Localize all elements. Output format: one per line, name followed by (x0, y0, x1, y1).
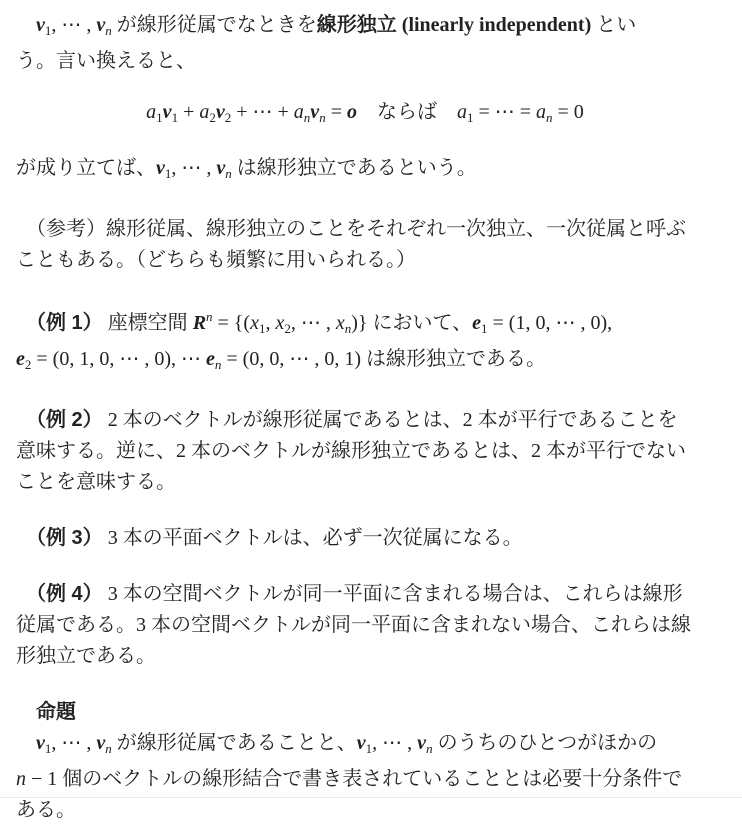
text-run: （例 3） (36, 527, 103, 549)
text-line (16, 301, 714, 344)
text-run: − 1 個のベクトルの線形結合で書き表されていることとは必要十分条件で (26, 768, 683, 790)
math-run: n (319, 110, 326, 125)
paragraph (16, 10, 714, 77)
math-run: n (303, 110, 311, 125)
text-run: 線形独立 (316, 14, 397, 36)
math-run: 1 (466, 110, 474, 125)
math-run: v (96, 732, 106, 754)
math-run: v (36, 732, 45, 754)
text-line (16, 245, 714, 276)
text-run: 3 本の空間ベクトルが同一平面に含まれる場合は、これらは線形 (102, 583, 683, 605)
text-run (16, 527, 36, 549)
math-run: x (335, 312, 345, 334)
math-run: v (36, 14, 45, 36)
math-run: 2 (209, 110, 216, 125)
paragraph (16, 523, 714, 554)
math-run: 2 (224, 110, 232, 125)
text-line (16, 344, 714, 380)
math-run: n (426, 741, 433, 756)
text-run: （参考）線形従属、線形独立のことをそれぞれ一次独立、一次従属と呼ぶ (16, 218, 686, 240)
text-run: とい (591, 14, 637, 36)
text-run: )} において、 (351, 312, 473, 334)
math-run: 1 (171, 110, 179, 125)
paragraph (16, 579, 714, 672)
math-run: x (275, 312, 285, 334)
math-run: a (536, 101, 547, 123)
text-run (16, 14, 36, 36)
text-run (16, 732, 36, 754)
paragraph (16, 153, 714, 189)
text-run: （例 1） (36, 312, 103, 334)
paragraph (16, 301, 714, 380)
text-run: , ⋯ , (171, 157, 217, 179)
math-run: n (344, 321, 352, 336)
text-run: = (0, 1, 0, ⋯ , 0), ⋯ (31, 348, 206, 370)
math-run: v (356, 732, 366, 754)
math-run: e (206, 348, 215, 370)
text-run: 座標空間 (102, 312, 193, 334)
math-run: x (250, 312, 259, 334)
math-run: v (417, 732, 427, 754)
text-run: = ⋯ = (473, 101, 537, 123)
text-line (16, 46, 714, 77)
math-run: R (192, 312, 207, 334)
text-run: = {( (212, 312, 251, 334)
text-run: 従属である。3 本の空間ベクトルが同一平面に含まれない場合、これらは線 (16, 614, 691, 636)
text-run: 2 本のベクトルが線形従属であるとは、2 本が平行であることを (102, 409, 678, 431)
text-run: (linearly independent) (396, 14, 592, 36)
math-run: 1 (258, 321, 266, 336)
math-run: n (206, 309, 213, 324)
text-run: 形独立である。 (16, 645, 156, 667)
text-run (16, 583, 36, 605)
text-run (16, 409, 36, 431)
math-run: e (16, 348, 25, 370)
math-run: 1 (44, 741, 52, 756)
text-run: , ⋯ , (372, 732, 418, 754)
math-run: n (16, 768, 26, 790)
text-run: う。言い換えると、 (16, 50, 196, 72)
math-run: n (105, 741, 112, 756)
math-run: a (293, 101, 304, 123)
math-run: n (546, 110, 553, 125)
text-run: が線形従属であることと、 (111, 732, 357, 754)
math-run: n (225, 166, 232, 181)
math-run: a (146, 101, 157, 123)
text-run: + (178, 101, 200, 123)
math-run: v (215, 101, 225, 123)
text-run: ならば (356, 101, 457, 123)
math-run: 2 (284, 321, 291, 336)
text-run: が線形従属でなときを (111, 14, 317, 36)
text-run: ことを意味する。 (16, 471, 176, 493)
text-run: のうちのひとつがほかの (432, 732, 658, 754)
math-run: n (105, 23, 112, 38)
math-run: v (162, 101, 172, 123)
text-run: 意味する。逆に、2 本のベクトルが線形独立であるとは、2 本が平行でない (16, 440, 686, 462)
display-equation (16, 97, 714, 133)
text-run: = (325, 101, 347, 123)
math-run: v (156, 157, 165, 179)
math-run: 1 (164, 166, 172, 181)
text-line (16, 214, 714, 245)
math-run: o (346, 101, 357, 123)
text-line (16, 764, 714, 795)
text-line (16, 523, 714, 554)
text-line (16, 610, 714, 641)
math-run: 2 (24, 357, 32, 372)
text-run: = 0 (552, 101, 584, 123)
math-run: 1 (44, 23, 52, 38)
text-line (16, 795, 714, 826)
text-line (16, 153, 714, 189)
paragraph (16, 405, 714, 498)
text-run: 3 本の平面ベクトルは、必ず一次従属になる。 (102, 527, 523, 549)
math-run: v (96, 14, 106, 36)
paragraph (16, 214, 714, 276)
text-run: , (265, 312, 276, 334)
page-bottom-rule (0, 797, 742, 798)
text-line (16, 436, 714, 467)
math-run: 1 (365, 741, 373, 756)
text-run: は線形独立であるという。 (231, 157, 477, 179)
math-run: e (472, 312, 482, 334)
text-line (16, 97, 714, 133)
text-run: ある。 (16, 799, 76, 821)
math-run: a (199, 101, 210, 123)
section-heading (16, 697, 714, 728)
text-line (16, 405, 714, 436)
text-run: が成り立てば、 (16, 157, 156, 179)
math-run: v (216, 157, 226, 179)
text-run: = (1, 0, ⋯ , 0), (487, 312, 613, 334)
math-run: a (456, 101, 467, 123)
text-run: （例 2） (36, 409, 103, 431)
text-run: , ⋯ , (51, 14, 97, 36)
math-run: v (310, 101, 320, 123)
text-run: = (0, 0, ⋯ , 0, 1) は線形独立である。 (221, 348, 546, 370)
math-run: n (214, 357, 222, 372)
math-run: 1 (156, 110, 163, 125)
text-run (16, 312, 36, 334)
text-run: 命題 (36, 701, 76, 723)
text-run: , ⋯ , (290, 312, 336, 334)
text-run: （例 4） (36, 583, 103, 605)
text-line (16, 728, 714, 764)
text-run (16, 701, 36, 723)
text-line (16, 10, 714, 46)
paragraph (16, 728, 714, 826)
text-line (16, 641, 714, 672)
text-line (16, 697, 714, 728)
text-line (16, 579, 714, 610)
text-run: + ⋯ + (231, 101, 294, 123)
text-line (16, 467, 714, 498)
text-run: こともある。（どちらも頻繁に用いられる。） (16, 249, 416, 271)
text-run: , ⋯ , (51, 732, 97, 754)
math-run: 1 (481, 321, 488, 336)
